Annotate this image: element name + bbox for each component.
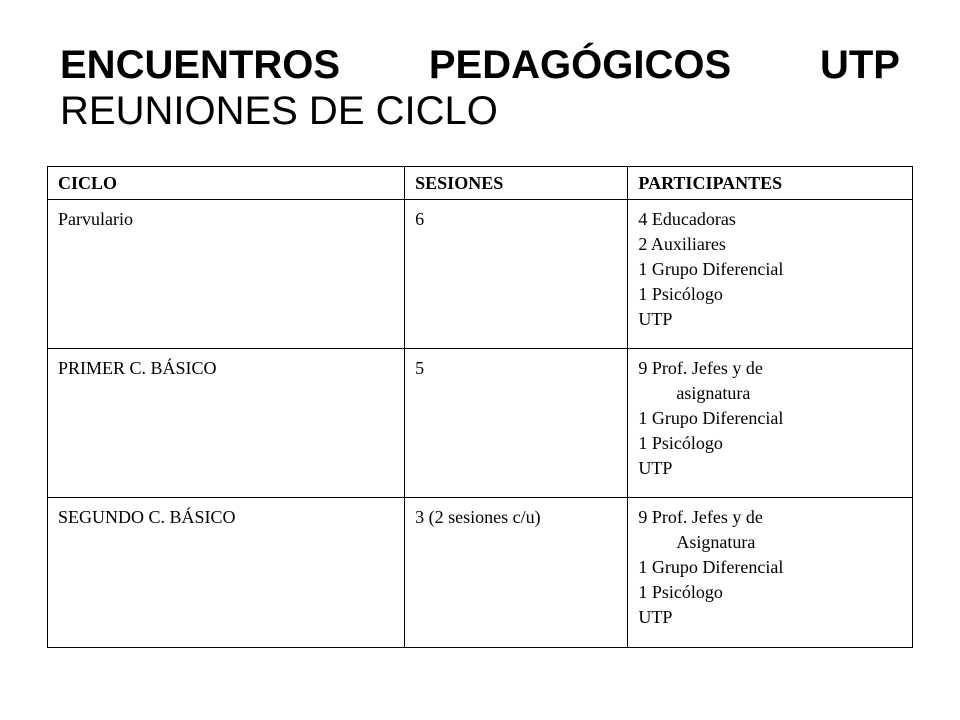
participant-line: 1 Grupo Diferencial bbox=[638, 259, 784, 279]
participant-line: UTP bbox=[638, 607, 673, 627]
title-word-utp: UTP bbox=[819, 43, 900, 87]
cell-ciclo: Parvulario bbox=[48, 200, 405, 349]
participant-line: 1 Psicólogo bbox=[638, 433, 723, 453]
cell-participantes bbox=[628, 498, 913, 648]
cell-sesiones: 5 bbox=[405, 349, 628, 498]
cycle-meetings-table bbox=[47, 166, 913, 648]
table-row bbox=[48, 200, 913, 349]
header-sesiones: SESIONES bbox=[405, 167, 628, 200]
participant-line: UTP bbox=[638, 309, 673, 329]
cell-ciclo: SEGUNDO C. BÁSICO bbox=[48, 498, 405, 648]
title-subtitle: REUNIONES DE CICLO bbox=[60, 89, 498, 133]
participant-line: UTP bbox=[638, 458, 673, 478]
title-word-pedagogicos: PEDAGÓGICOS bbox=[428, 43, 732, 87]
header-ciclo: CICLO bbox=[48, 167, 405, 200]
cell-sesiones: 6 bbox=[405, 200, 628, 349]
title-word-encuentros: ENCUENTROS bbox=[60, 43, 341, 87]
participant-line: asignatura bbox=[676, 383, 751, 403]
cell-ciclo: PRIMER C. BÁSICO bbox=[48, 349, 405, 498]
participant-line: 9 Prof. Jefes y de bbox=[638, 507, 763, 527]
cell-participantes bbox=[628, 200, 913, 349]
participant-line: 9 Prof. Jefes y de bbox=[638, 358, 763, 378]
participant-line: 1 Grupo Diferencial bbox=[638, 408, 784, 428]
participant-line: 1 Psicólogo bbox=[638, 284, 723, 304]
table-header-row bbox=[48, 167, 913, 200]
header-participantes: PARTICIPANTES bbox=[628, 167, 913, 200]
table-row bbox=[48, 498, 913, 648]
cell-sesiones: 3 (2 sesiones c/u) bbox=[405, 498, 628, 648]
title-main bbox=[60, 42, 900, 88]
participant-line: 1 Grupo Diferencial bbox=[638, 557, 784, 577]
participant-line: 2 Auxiliares bbox=[638, 234, 726, 254]
participant-line: Asignatura bbox=[676, 532, 756, 552]
slide-title bbox=[60, 42, 900, 134]
cell-participantes bbox=[628, 349, 913, 498]
participant-line: 1 Psicólogo bbox=[638, 582, 723, 602]
table-row bbox=[48, 349, 913, 498]
participant-line: 4 Educadoras bbox=[638, 209, 736, 229]
